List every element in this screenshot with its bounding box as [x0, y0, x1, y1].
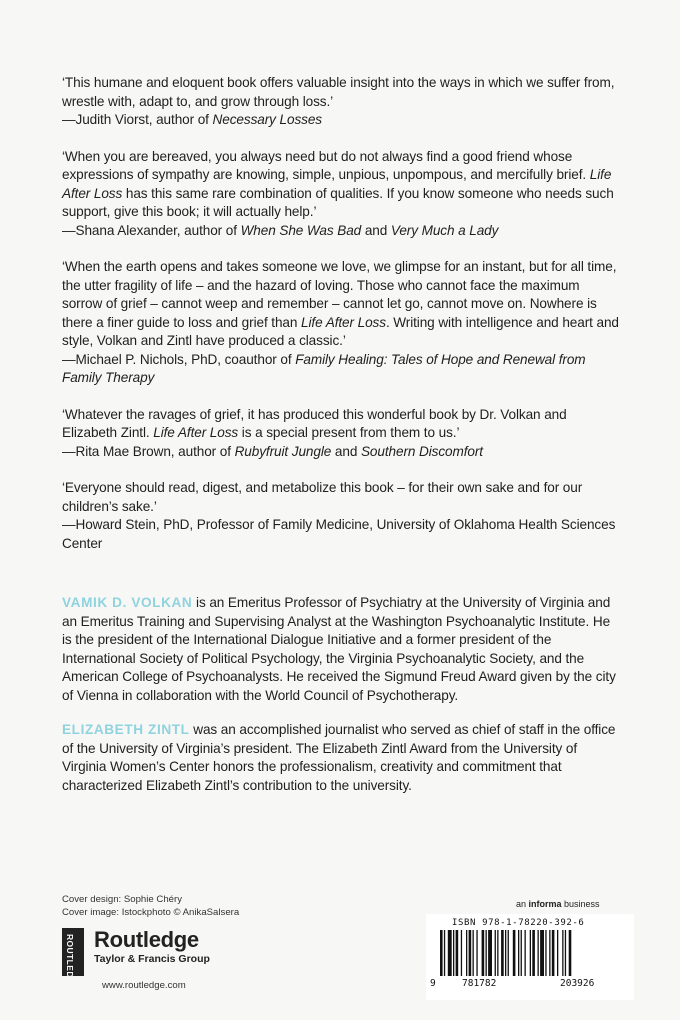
text-run: is a special present from them to us.’: [238, 425, 460, 440]
text-run: . Writing with intelligence and heart and style, Volkan and Zintl have produced a classic.’: [62, 314, 619, 348]
publisher-website: www.routledge.com: [102, 980, 186, 991]
author-bios: [62, 594, 622, 795]
barcode-bar: [473, 930, 474, 976]
barcode-bar: [505, 930, 506, 976]
endorsement-quote: [62, 479, 622, 553]
quote-text: [62, 258, 622, 351]
text-run: ‘When the earth opens and takes someone we love, we glimpse for an instant, but for all time, the utter fragility of life – and the hazard of loving. Those who cannot face the maximum sorrow of grief – cannot weep and remember – cannot let go, cannot move on. Nowhere is there a finer guide to loss and grief than: [62, 259, 617, 330]
barcode-bar: [562, 930, 563, 976]
barcode-bar: [453, 930, 454, 976]
barcode-bar: [557, 930, 558, 976]
author-name: ELIZABETH ZINTL: [62, 722, 190, 737]
italic-title: Life After Loss: [62, 167, 612, 201]
italic-title: Life After Loss: [301, 314, 386, 330]
barcode-bar: [486, 930, 487, 976]
back-cover-text: [62, 74, 622, 811]
cover-image-credit: Cover image: Istockphoto © AnikaSalsera: [62, 907, 240, 918]
barcode-bar: [466, 930, 467, 976]
barcode-bar: [518, 930, 519, 976]
quote-attribution: [62, 351, 622, 388]
endorsement-quote: [62, 258, 622, 388]
barcode-bar: [565, 930, 566, 976]
barcode-bar: [461, 930, 462, 976]
barcode-bar: [440, 930, 443, 976]
text-run: —Howard Stein, PhD, Professor of Family Medicine, University of Oklahoma Health Sciences Center: [62, 517, 616, 551]
quote-text: [62, 479, 622, 516]
barcode-bar: [501, 930, 504, 976]
bio-text: is an Emeritus Professor of Psychiatry at the University of Virginia and an Emeritus Training and Supervising Analyst at the Washington Psychoanalytic Institute. He is the president of the International Dialogue Initiative and a former president of the International Society of Political Psychology, the Virginia Psychoanalytic Society, and the American College of Psychoanalysts. He received the Sigmund Freud Award given by the city of Vienna in collaboration with the World Council of Psychotherapy.: [62, 595, 616, 703]
endorsement-quote: [62, 74, 622, 130]
cover-credits: [62, 893, 239, 919]
barcode-bar: [513, 930, 516, 976]
quote-text: [62, 148, 622, 222]
barcode-bar: [508, 930, 509, 976]
endorsements: [62, 74, 622, 553]
barcode-bar: [549, 930, 550, 976]
text-run: ‘When you are bereaved, you always need but do not always find a good friend whose expressions of sympathy are knowing, simple, unpious, unpompous, and mercifully brief.: [62, 148, 590, 182]
quote-attribution: [62, 222, 622, 241]
quote-attribution: [62, 443, 622, 462]
author-bio: [62, 721, 622, 795]
text-run: ‘Everyone should read, digest, and metabolize this book – for their own sake and for our children’s sake.’: [62, 480, 583, 514]
barcode-bar: [476, 930, 477, 976]
quote-text: [62, 406, 622, 443]
barcode-bar: [552, 930, 555, 976]
barcode-bar: [538, 930, 539, 976]
barcode-bar: [482, 930, 485, 976]
barcode-bar: [540, 930, 544, 976]
quote-attribution: [62, 516, 622, 553]
italic-title: Very Much a Lady: [390, 222, 499, 238]
quote-text: [62, 74, 622, 111]
barcode-digits-left: 781782: [462, 978, 497, 989]
barcode-bar: [497, 930, 498, 976]
author-name: VAMIK D. VOLKAN: [62, 595, 193, 610]
isbn-label: ISBN 978-1-78220-392-6: [452, 918, 585, 928]
publisher-group: Taylor & Francis Group: [94, 953, 210, 965]
isbn-barcode: [436, 930, 632, 982]
quote-attribution: [62, 111, 622, 130]
barcode-bar: [488, 930, 492, 976]
barcode-bar: [469, 930, 472, 976]
barcode-bar: [532, 930, 535, 976]
italic-title: Family Healing: Tales of Hope and Renewal from Family Therapy: [62, 351, 586, 385]
publisher-name: Routledge: [94, 927, 199, 952]
barcode-bar: [545, 930, 546, 976]
text-run: and: [361, 222, 391, 238]
italic-title: Necessary Losses: [212, 112, 323, 127]
barcode-digits-right: 203926: [560, 978, 595, 989]
text-run: —Shana Alexander, author of: [62, 222, 241, 238]
barcode-bar: [530, 930, 531, 976]
text-run: ‘This humane and eloquent book offers valuable insight into the ways in which we suffer from, wrestle with, adapt to, and grow through loss.’: [62, 75, 615, 109]
text-run: —Michael P. Nichols, PhD, coauthor of: [62, 351, 296, 367]
informa-tagline: an informa business: [516, 899, 600, 909]
endorsement-quote: [62, 148, 622, 241]
author-bio: [62, 594, 622, 705]
text-run: —Rita Mae Brown, author of: [62, 443, 235, 459]
barcode-bar: [456, 930, 459, 976]
text-run: ‘Whatever the ravages of grief, it has produced this wonderful book by Dr. Volkan and Elizabeth Zintl.: [62, 406, 567, 440]
barcode-bar: [521, 930, 522, 976]
text-run: and: [331, 443, 361, 459]
italic-title: Southern Discomfort: [360, 443, 483, 459]
barcode-bar: [495, 930, 496, 976]
barcode-bar: [525, 930, 526, 976]
routledge-logo-icon: ROUTLEDGE: [62, 928, 84, 976]
italic-title: When She Was Bad: [240, 222, 362, 238]
barcode-digit-first: 9: [430, 978, 436, 989]
italic-title: Rubyfruit Jungle: [234, 443, 332, 459]
text-run: —Judith Viorst, author of: [62, 112, 213, 127]
barcode-bar: [444, 930, 445, 976]
endorsement-quote: [62, 406, 622, 462]
cover-design-credit: Cover design: Sophie Chéry: [62, 894, 182, 905]
barcode-bar: [448, 930, 452, 976]
barcode-bar: [569, 930, 572, 976]
bio-text: was an accomplished journalist who served as chief of staff in the office of the University of Virginia’s president. The Elizabeth Zintl Award from the University of Virginia Women’s Center honors the professionalism, creativity and commitment that characterized Elizabeth Zintl’s contribution to the university.: [62, 722, 616, 793]
text-run: has this same rare combination of qualities. If you know someone who needs such support, give this book; it will actually help.’: [62, 185, 614, 219]
italic-title: Life After Loss: [153, 425, 239, 440]
